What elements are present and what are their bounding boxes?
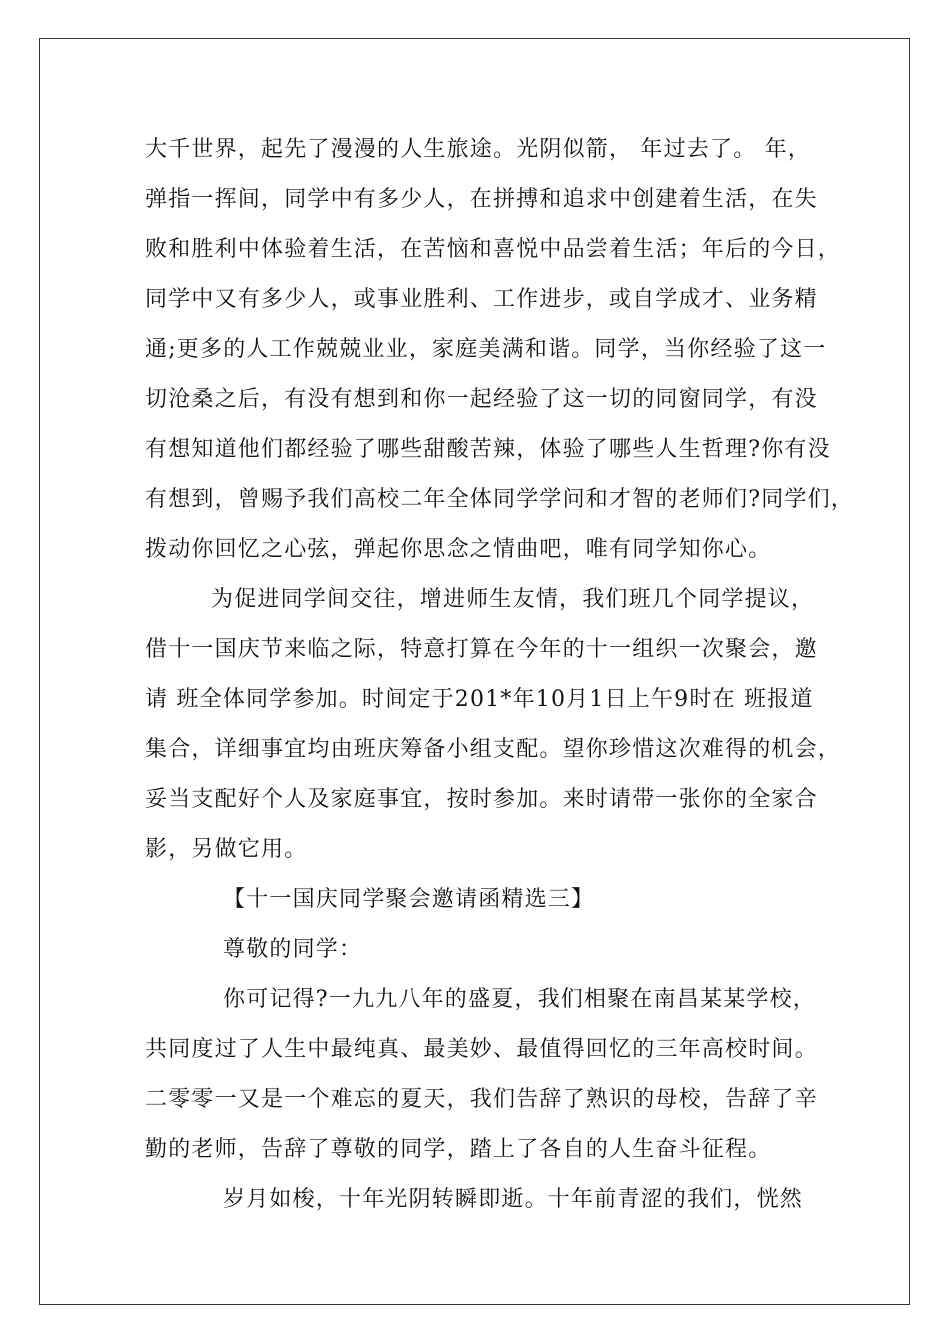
paragraph-first-line: 岁月如梭，十年光阴转瞬即逝。十年前青涩的我们，恍然 [223,1187,804,1212]
text-line: 请 班全体同学参加。时间定于201*年10月1日上午9时在 班报道 [145,687,814,712]
text-line: 影，另做它用。 [145,837,308,862]
text-line: 切沧桑之后，有没有想到和你一起经验了这一切的同窗同学，有没 [145,387,818,412]
text-line: 同学中又有多少人，或事业胜利、工作进步，或自学成才、业务精 [145,287,818,312]
text-line: 二零零一又是一个难忘的夏天，我们告辞了熟识的母校，告辞了辛 [145,1087,818,1112]
text-line: 弹指一挥间，同学中有多少人，在拼搏和追求中创建着生活，在失 [145,187,818,212]
section-heading: 【十一国庆同学聚会邀请函精选三】 [223,887,595,912]
text-line: 大千世界，起先了漫漫的人生旅途。光阴似箭， 年过去了。 年， [145,137,811,162]
paragraph-first-line: 为促进同学间交往，增进师生友情，我们班几个同学提议， [211,587,815,612]
document-body [145,125,854,1225]
text-line: 勤的老师，告辞了尊敬的同学，踏上了各自的人生奋斗征程。 [145,1137,772,1162]
salutation: 尊敬的同学： [223,937,363,962]
text-line: 集合，详细事宜均由班庆筹备小组支配。望你珍惜这次难得的机会， [145,737,842,762]
text-line: 通;更多的人工作兢兢业业，家庭美满和谐。同学，当你经验了这一 [145,337,827,362]
paragraph-first-line: 你可记得?一九九八年的盛夏，我们相聚在南昌某某学校， [223,987,816,1012]
text-line: 败和胜利中体验着生活，在苦恼和喜悦中品尝着生活；年后的今日， [145,237,842,262]
text-line: 妥当支配好个人及家庭事宜，按时参加。来时请带一张你的全家合 [145,787,818,812]
text-line: 借十一国庆节来临之际，特意打算在今年的十一组织一次聚会，邀 [145,637,818,662]
text-line: 有想到，曾赐予我们高校二年全体同学学问和才智的老师们?同学们， [145,487,854,512]
text-line: 共同度过了人生中最纯真、最美妙、最值得回忆的三年高校时间。 [145,1037,818,1062]
text-line: 有想知道他们都经验了哪些甜酸苦辣，体验了哪些人生哲理?你有没 [145,437,831,462]
text-line: 拨动你回忆之心弦，弹起你思念之情曲吧，唯有同学知你心。 [145,537,772,562]
